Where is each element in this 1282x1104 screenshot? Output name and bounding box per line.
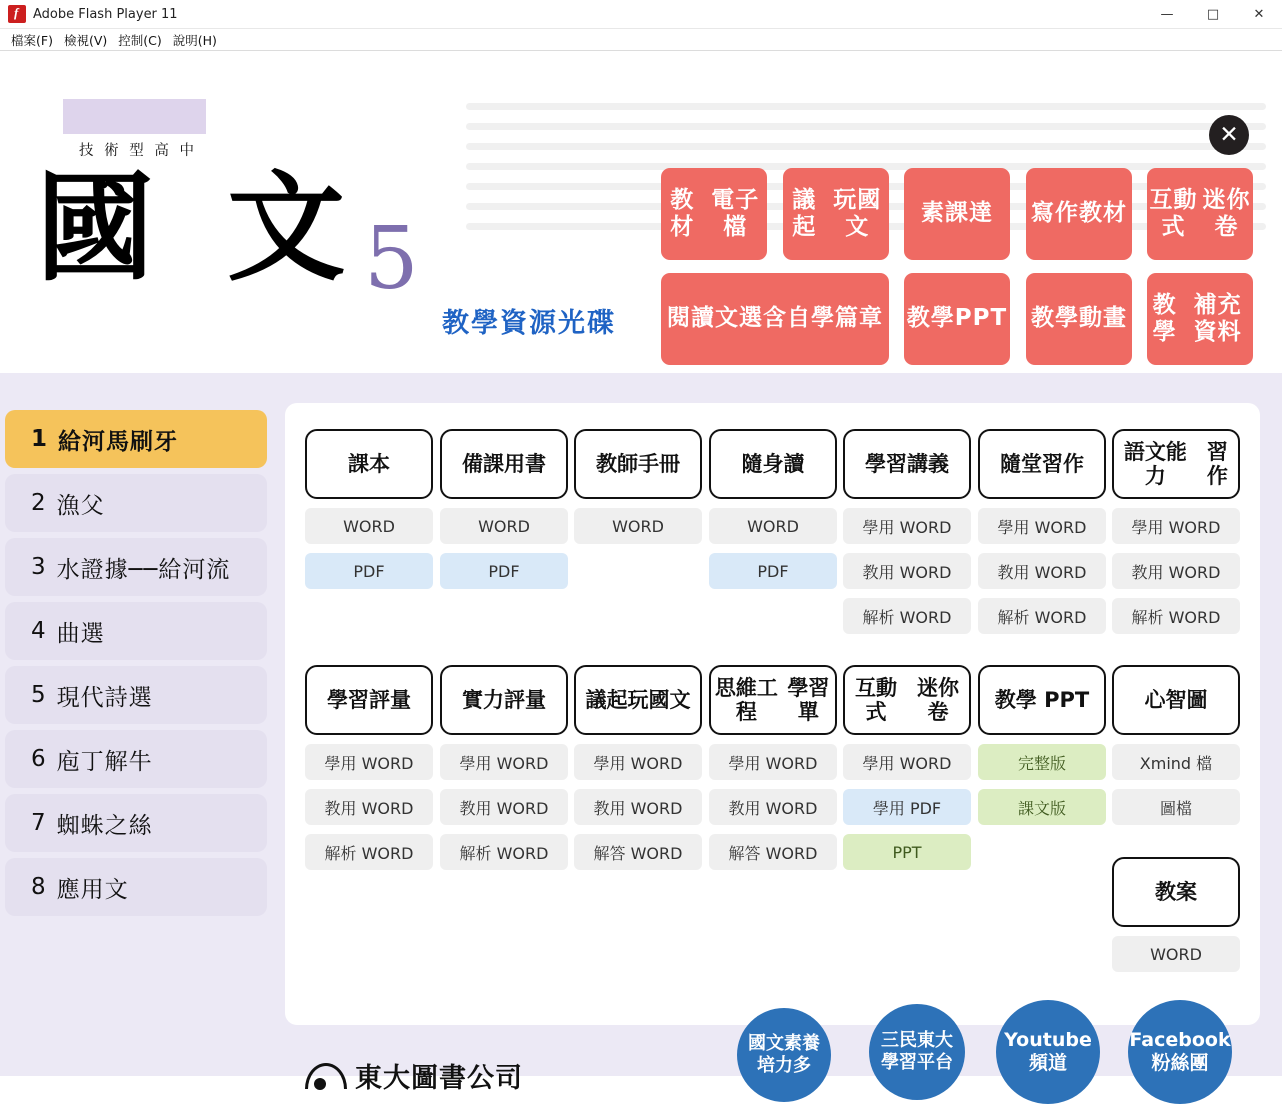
top-button-row2-0[interactable] [661, 273, 889, 365]
resource-column-row1-0 [305, 429, 433, 589]
top-button-row1-0[interactable] [661, 168, 767, 260]
resource-header-label: 教學 PPT [994, 687, 1090, 712]
resource-column-row1-3 [709, 429, 837, 589]
resource-header-label: 國文 [648, 687, 691, 712]
top-button-label: 互動式 [1149, 186, 1198, 240]
resource-header-button[interactable] [978, 429, 1106, 499]
resource-header-label: 備課用書 [462, 451, 546, 476]
resource-file-button[interactable]: 課文版 [978, 789, 1106, 825]
chapter-index: 2 [31, 490, 47, 516]
resource-column-row1-5 [978, 429, 1106, 634]
resource-header-button[interactable] [574, 429, 702, 499]
resource-file-button[interactable]: 教用 WORD [709, 789, 837, 825]
top-button-row2-1[interactable] [904, 273, 1010, 365]
resource-file-button[interactable]: WORD [574, 508, 702, 544]
top-button-row1-2[interactable] [904, 168, 1010, 260]
close-app-icon[interactable]: ✕ [1209, 115, 1249, 155]
resource-header-button[interactable] [440, 665, 568, 735]
window-title: Adobe Flash Player 11 [33, 6, 178, 22]
resource-file-button[interactable]: 教用 WORD [978, 553, 1106, 589]
publisher-name: 東大圖書公司 [355, 1063, 523, 1094]
top-button-label: PPT [954, 305, 1008, 332]
chapter-title: 庖丁解牛 [56, 748, 153, 775]
resource-header-button[interactable] [709, 665, 837, 735]
chapter-index: 4 [31, 618, 47, 644]
chapter-index: 3 [31, 554, 47, 580]
resource-column-extra-0 [1112, 857, 1240, 972]
resource-header-button[interactable] [305, 665, 433, 735]
top-button-label: 動畫 [1079, 305, 1127, 332]
resource-file-button[interactable]: PDF [305, 553, 433, 589]
top-button-row2-2[interactable] [1026, 273, 1132, 365]
chapter-item-7[interactable] [5, 794, 267, 852]
chapter-item-4[interactable] [5, 602, 267, 660]
chapter-item-3[interactable] [5, 538, 267, 596]
resource-file-button[interactable]: WORD [440, 508, 568, 544]
top-button-label: 教學 [1031, 305, 1079, 332]
chapter-item-6[interactable] [5, 730, 267, 788]
resource-header-label: 教師手冊 [596, 451, 680, 476]
resource-file-button[interactable]: 完整版 [978, 744, 1106, 780]
top-button-label: 議起 [792, 186, 817, 240]
resource-column-row2-0 [305, 665, 433, 870]
chapter-index: 7 [31, 810, 47, 836]
menu-file[interactable]: 檔案(F) [11, 32, 53, 48]
resource-header-label: 習作 [1206, 439, 1228, 488]
publisher-mark-icon [305, 1063, 347, 1089]
resource-file-button[interactable]: WORD [1112, 936, 1240, 972]
resource-file-button[interactable]: 學用 WORD [1112, 508, 1240, 544]
resource-column-row2-4 [843, 665, 971, 870]
menu-help[interactable]: 說明(H) [172, 32, 217, 48]
flash-player-icon [8, 5, 26, 23]
resource-file-button[interactable]: 解析 WORD [978, 598, 1106, 634]
resource-column-row2-3 [709, 665, 837, 870]
resource-file-button[interactable]: 教用 WORD [440, 789, 568, 825]
maximize-button[interactable]: □ [1206, 7, 1220, 22]
school-tag-block [63, 99, 206, 134]
social-link-2[interactable] [996, 1000, 1100, 1104]
resource-file-button[interactable]: 解析 WORD [305, 834, 433, 870]
resource-column-row1-6 [1112, 429, 1240, 634]
resource-file-button[interactable]: 解析 WORD [1112, 598, 1240, 634]
top-button-row1-4[interactable] [1147, 168, 1253, 260]
menu-view[interactable]: 檢視(V) [63, 32, 108, 48]
chapter-item-1[interactable] [5, 410, 267, 468]
top-button-row1-3[interactable] [1026, 168, 1132, 260]
social-link-1[interactable] [869, 1004, 965, 1100]
flash-stage [0, 51, 1282, 1094]
resource-header-button[interactable] [574, 665, 702, 735]
chapter-title: 給河馬刷牙 [58, 428, 179, 455]
resource-header-label: 學習講義 [865, 451, 949, 476]
resource-header-label: 學習評量 [327, 687, 411, 712]
subtitle: 教學資源光碟 [442, 308, 616, 339]
top-button-row1-1[interactable] [783, 168, 889, 260]
resource-column-row2-6 [1112, 665, 1240, 825]
resource-header-label: 隨堂習作 [1000, 451, 1084, 476]
resource-file-button[interactable]: 學用 WORD [305, 744, 433, 780]
top-button-label: 教學 [906, 305, 955, 332]
social-link-label: 三民東大 學習平台 [881, 1030, 953, 1073]
resource-header-button[interactable] [978, 665, 1106, 735]
resource-column-row1-4 [843, 429, 971, 634]
resource-file-button[interactable]: 解析 WORD [843, 598, 971, 634]
page-title: 國 文 [36, 158, 362, 297]
resource-file-button[interactable]: 教用 WORD [1112, 553, 1240, 589]
resource-file-button[interactable]: 教用 WORD [305, 789, 433, 825]
volume-number: 5 [364, 209, 419, 309]
resource-header-label: 迷你卷 [917, 675, 959, 724]
social-link-label: 國文素養 培力多 [748, 1033, 820, 1076]
resource-header-button[interactable] [709, 429, 837, 499]
chapter-title: 現代詩選 [56, 684, 153, 711]
chapter-index: 8 [31, 874, 47, 900]
resource-header-button[interactable] [440, 429, 568, 499]
resource-header-button[interactable] [1112, 857, 1240, 927]
resource-file-button[interactable]: PDF [709, 553, 837, 589]
chapter-title: 蜘蛛之絲 [56, 812, 153, 839]
resource-file-button[interactable]: 學用 WORD [978, 508, 1106, 544]
resource-file-button[interactable]: 學用 WORD [843, 508, 971, 544]
social-link-label: Facebook 粉絲團 [1129, 1029, 1231, 1074]
resource-file-button[interactable]: WORD [709, 508, 837, 544]
top-button-label: 閱讀文選 [667, 305, 763, 332]
top-button-label: 教材 [1079, 200, 1127, 227]
resource-file-button[interactable]: 教用 WORD [574, 789, 702, 825]
resource-file-button[interactable]: Xmind 檔 [1112, 744, 1240, 780]
top-button-row2-3[interactable] [1147, 273, 1253, 365]
resource-file-button[interactable]: PDF [440, 553, 568, 589]
resource-column-row1-1 [440, 429, 568, 589]
top-button-label: 電子檔 [711, 186, 760, 240]
chapter-title: 水證據──給河流 [56, 556, 231, 583]
chapter-title: 應用文 [56, 876, 129, 903]
window-controls [1144, 0, 1282, 29]
resource-column-row2-1 [440, 665, 568, 870]
chapter-index: 5 [31, 682, 47, 708]
resource-file-button[interactable]: 學用 PDF [843, 789, 971, 825]
resource-header-label: 語文能力 [1123, 439, 1187, 488]
chapter-index: 1 [31, 426, 49, 452]
resource-header-button[interactable] [843, 665, 971, 735]
chapter-item-2[interactable] [5, 474, 267, 532]
resource-column-row2-2 [574, 665, 702, 870]
resource-header-label: 思維工程 [714, 675, 778, 724]
chapter-title: 曲選 [56, 620, 105, 647]
resource-file-button[interactable]: PPT [843, 834, 971, 870]
resource-column-row1-2 [574, 429, 702, 544]
resource-file-button[interactable]: 教用 WORD [843, 553, 971, 589]
publisher-logo [305, 1056, 523, 1095]
resource-header-button[interactable] [1112, 665, 1240, 735]
minimize-button[interactable]: — [1160, 7, 1174, 22]
resource-file-button[interactable]: 圖檔 [1112, 789, 1240, 825]
resource-header-label: 隨身讀 [741, 451, 805, 476]
resource-file-button[interactable]: 解答 WORD [574, 834, 702, 870]
resource-header-label: 實力評量 [462, 687, 546, 712]
resource-header-label: 互動式 [855, 675, 897, 724]
resource-file-button[interactable]: 解析 WORD [440, 834, 568, 870]
top-button-label: 含自學篇章 [763, 305, 883, 332]
resource-header-label: 課本 [348, 451, 390, 476]
menu-bar [0, 29, 1282, 51]
resource-header-label: 教案 [1155, 879, 1197, 904]
top-button-label: 補充資料 [1193, 291, 1242, 345]
resource-column-row2-5 [978, 665, 1106, 825]
resource-header-label: 學習單 [787, 675, 830, 724]
chapter-title: 漁父 [56, 492, 105, 519]
resource-header-button[interactable] [305, 429, 433, 499]
menu-control[interactable]: 控制(C) [118, 32, 162, 48]
chapter-item-5[interactable] [5, 666, 267, 724]
resource-header-button[interactable] [843, 429, 971, 499]
top-button-label: 迷你卷 [1202, 186, 1251, 240]
resource-file-button[interactable]: 學用 WORD [574, 744, 702, 780]
social-link-0[interactable] [737, 1008, 831, 1102]
social-link-label: Youtube 頻道 [1004, 1029, 1092, 1074]
resource-file-button[interactable]: 學用 WORD [843, 744, 971, 780]
resource-header-button[interactable] [1112, 429, 1240, 499]
resource-file-button[interactable]: WORD [305, 508, 433, 544]
chapter-list [5, 410, 267, 922]
top-button-label: 教材 [670, 186, 695, 240]
top-button-label: 寫作 [1031, 200, 1079, 227]
window-titlebar [0, 0, 1282, 29]
top-button-label: 教學 [1152, 291, 1177, 345]
resource-file-button[interactable]: 解答 WORD [709, 834, 837, 870]
chapter-index: 6 [31, 746, 47, 772]
school-type-label: 技 術 型 高 中 [79, 143, 197, 159]
top-button-label: 玩國文 [833, 186, 882, 240]
resource-header-label: 心智圖 [1144, 687, 1208, 712]
resource-file-button[interactable]: 學用 WORD [440, 744, 568, 780]
chapter-item-8[interactable] [5, 858, 267, 916]
close-window-button[interactable]: ✕ [1253, 7, 1265, 22]
social-link-3[interactable] [1128, 1000, 1232, 1104]
top-button-label: 素課達 [921, 200, 993, 227]
resource-file-button[interactable]: 學用 WORD [709, 744, 837, 780]
resource-header-label: 議起玩 [585, 687, 649, 712]
